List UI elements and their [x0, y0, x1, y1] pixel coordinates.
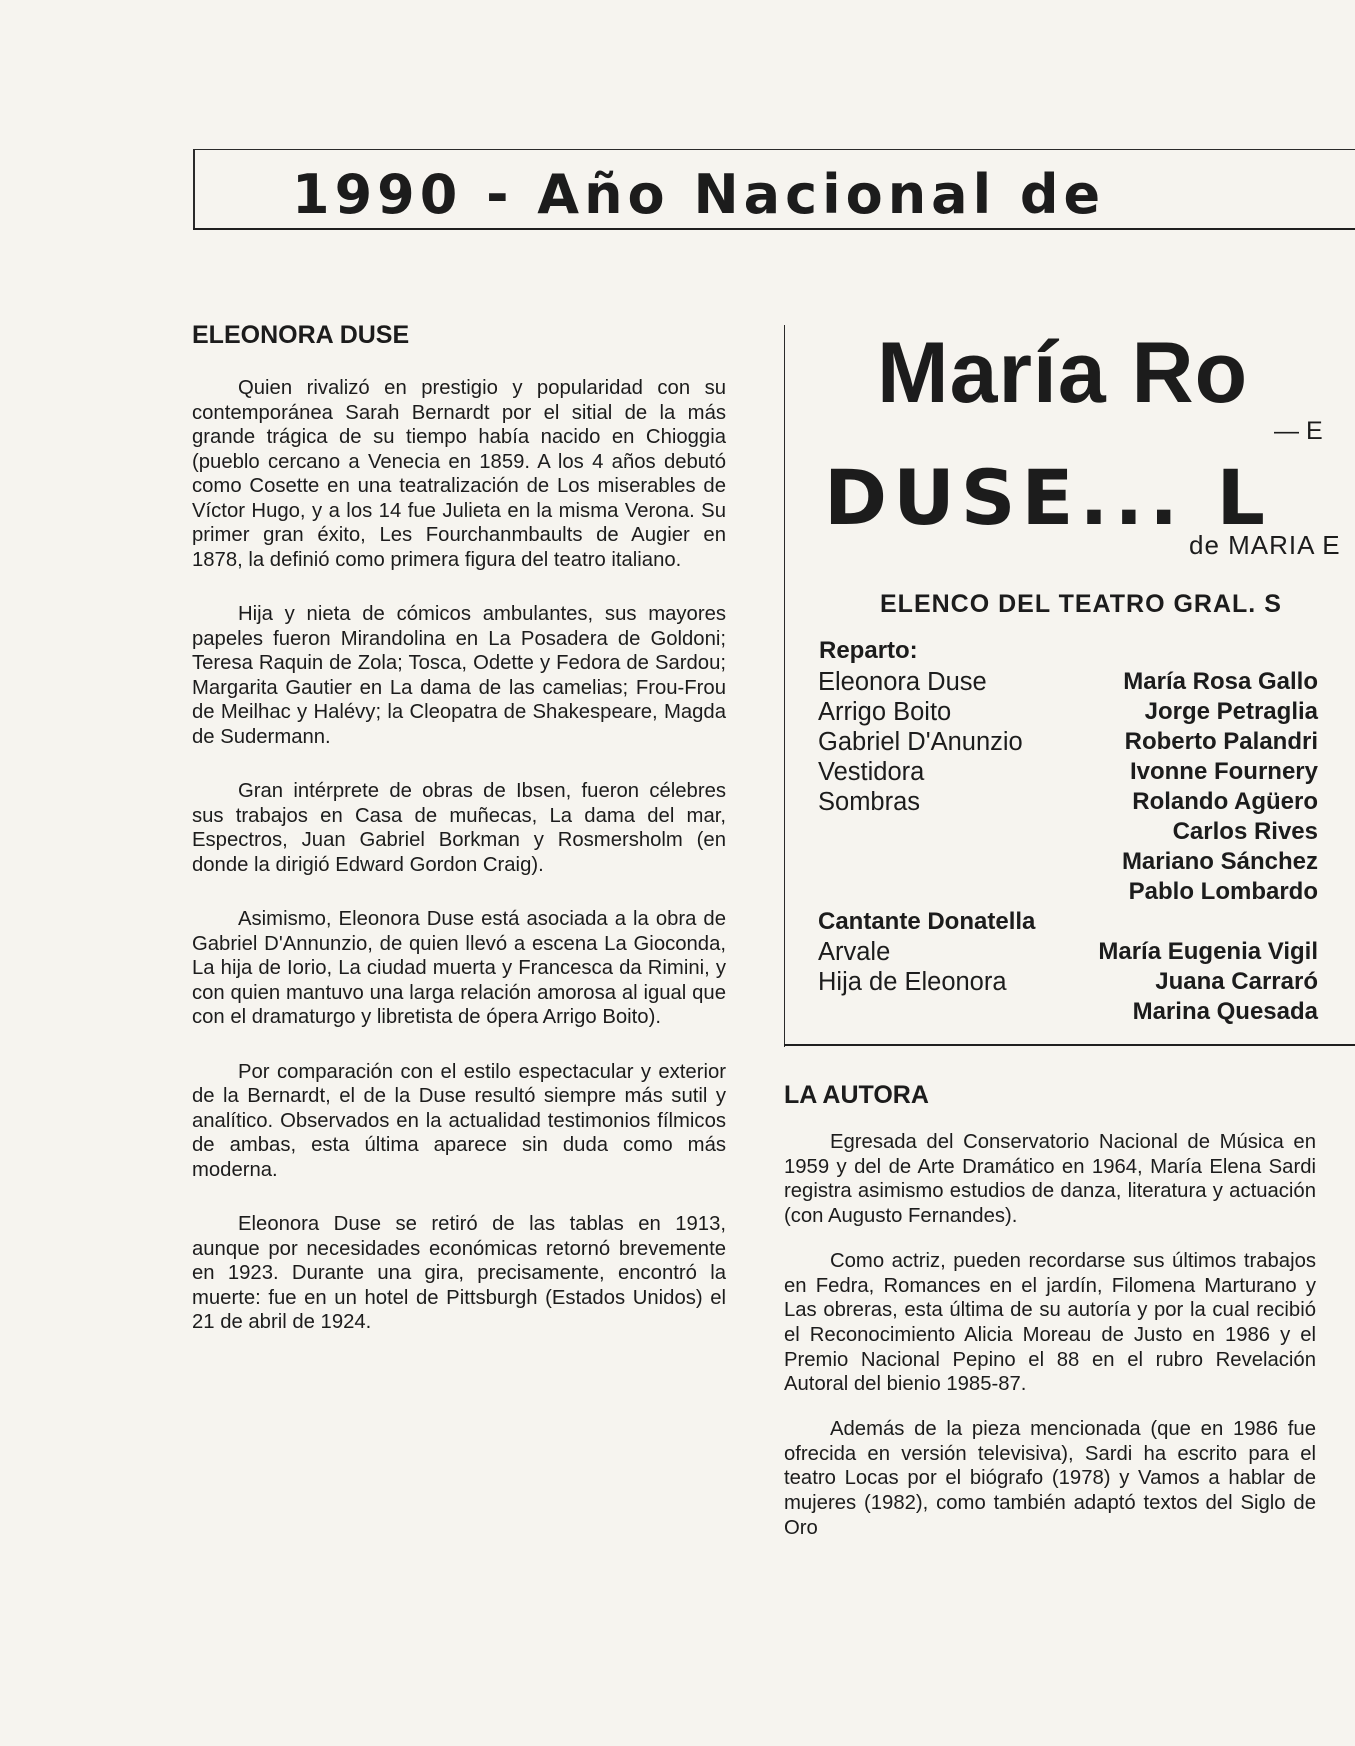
- eleonora-heading: ELEONORA DUSE: [192, 321, 410, 349]
- cast-role: Eleonora Duse: [818, 668, 987, 696]
- banner-title: 1990 - Año Nacional de: [292, 166, 1106, 224]
- autora-paragraph: Egresada del Conservatorio Nacional de Música en 1959 y del de Arte Dramático en 1964, María Elena Sardi registra asimismo estudios de danza, literatura y actuación (con Augusto Fernandes).: [784, 1131, 1316, 1228]
- eleonora-paragraph: Gran intérprete de obras de Ibsen, fueron célebres sus trabajos en Casa de muñecas, La dama del mar, Espectros, Juan Gabriel Borkman y Rosmersholm (en donde la dirigió Edward Gordon Craig).: [192, 780, 726, 876]
- cast-role: Vestidora: [818, 758, 925, 786]
- eleonora-duse-article: [192, 320, 726, 1365]
- cast-row: [818, 938, 1318, 968]
- cast-actor: Roberto Palandri: [1124, 728, 1318, 755]
- cast-actor: Juana Carraró: [1155, 968, 1318, 995]
- cast-actor: María Eugenia Vigil: [1098, 938, 1318, 965]
- cast-row: [818, 788, 1318, 818]
- cast-row: [818, 878, 1318, 908]
- credits-bottom-rule: [784, 1044, 1355, 1046]
- cast-role: Arrigo Boito: [818, 698, 952, 726]
- cast-role: Arvale: [818, 938, 891, 966]
- eleonora-paragraph: Asimismo, Eleonora Duse está asociada a la obra de Gabriel D'Annunzio, de quien llevó a escena La Gioconda, La hija de Iorio, La ciudad muerta y Francesca da Rimini, y con quien mantuvo una larga relación amorosa al igual que con el dramaturgo y libretista de ópera Arrigo Boito).: [192, 908, 726, 1028]
- cast-role: Sombras: [818, 788, 921, 816]
- cast-row: [818, 848, 1318, 878]
- lead-actress-name: María Ro: [877, 325, 1249, 421]
- play-author: de MARIA E: [1189, 530, 1341, 560]
- eleonora-paragraph: Eleonora Duse se retiró de las tablas en 1913, aunque por necesidades económicas retornó brevemente en 1923. Durante una gira, precisamente, encontró la muerte: fue en un hotel de Pittsburgh (Estados Unidos) el 21 de abril de 1924.: [192, 1213, 726, 1333]
- cast-actor: Jorge Petraglia: [1144, 698, 1318, 725]
- la-autora-article: [784, 1080, 1316, 1561]
- cast-role: Gabriel D'Anunzio: [818, 728, 1023, 756]
- cast-actor: Marina Quesada: [1132, 998, 1318, 1025]
- banner-left-rule: [193, 149, 195, 229]
- cast-actor: Pablo Lombardo: [1128, 878, 1318, 905]
- banner-top-rule: [193, 149, 1355, 150]
- banner-bottom-rule: [193, 228, 1355, 230]
- eleonora-paragraph: Quien rivalizó en prestigio y popularidad con su contemporánea Sarah Bernardt por el sitial de la más grande trágica de su tiempo había nacido en Chioggia (pueblo cercano a Venecia en 1859. A los 4 años debutó como Cosette en una teatralización de Los miserables de Víctor Hugo, y a los 14 fue Julieta en la misma Verona. Su primer gran éxito, Les Fourchanmbaults de Augier en 1878, la definió como primera figura del teatro italiano.: [192, 377, 726, 571]
- autora-heading: LA AUTORA: [784, 1081, 929, 1109]
- cast-row: [818, 728, 1318, 758]
- cast-row: [818, 818, 1318, 848]
- cast-row: [818, 758, 1318, 788]
- cast-row: [818, 998, 1318, 1028]
- subtitle-dash: — E: [1274, 417, 1323, 445]
- cast-company-title: ELENCO DEL TEATRO GRAL. S: [880, 590, 1282, 618]
- eleonora-paragraph: Por comparación con el estilo espectacular y exterior de la Bernardt, el de la Duse resultó siempre más sutil y analítico. Observados en la actualidad testimonios fílmicos de ambas, esta última aparece sin duda como más moderna.: [192, 1060, 726, 1181]
- cast-row: [818, 908, 1318, 938]
- cast-actor: Ivonne Fournery: [1129, 758, 1318, 785]
- cast-actor: Mariano Sánchez: [1121, 848, 1318, 875]
- play-title: DUSE... L: [824, 453, 1271, 542]
- credits-box: [784, 325, 1355, 1040]
- cast-role: Cantante Donatella: [818, 908, 1036, 935]
- cast-row: [818, 968, 1318, 998]
- cast-actor: María Rosa Gallo: [1123, 668, 1318, 695]
- autora-paragraph: Como actriz, pueden recordarse sus últimos trabajos en Fedra, Romances en el jardín, Filomena Marturano y Las obreras, esta última de su autoría y por la cual recibió el Reconocimiento Alicia Moreau de Justo en 1986 y el Premio Nacional Pepino el 88 en el rubro Revelación Autoral del bienio 1985-87.: [784, 1249, 1316, 1396]
- cast-actor: Rolando Agüero: [1132, 788, 1318, 815]
- cast-role: Hija de Eleonora: [818, 968, 1007, 996]
- eleonora-paragraph: Hija y nieta de cómicos ambulantes, sus mayores papeles fueron Mirandolina en La Posadera de Goldoni; Teresa Raquin de Zola; Tosca, Odette y Fedora de Sardou; Margarita Gautier en La dama de las camelias; Frou-Frou de Meilhac y Halévy; la Cleopatra de Shakespeare, Magda de Sudermann.: [192, 603, 726, 748]
- cast-actor: Carlos Rives: [1172, 818, 1318, 845]
- reparto-label: Reparto:: [819, 637, 918, 664]
- cast-row: [818, 698, 1318, 728]
- autora-paragraph: Además de la pieza mencionada (que en 1986 fue ofrecida en versión televisiva), Sardi ha escrito para el teatro Locas por el biógrafo (1978) y Vamos a hablar de mujeres (1982), como también adaptó textos del Siglo de Oro: [784, 1418, 1316, 1539]
- cast-row: [818, 668, 1318, 698]
